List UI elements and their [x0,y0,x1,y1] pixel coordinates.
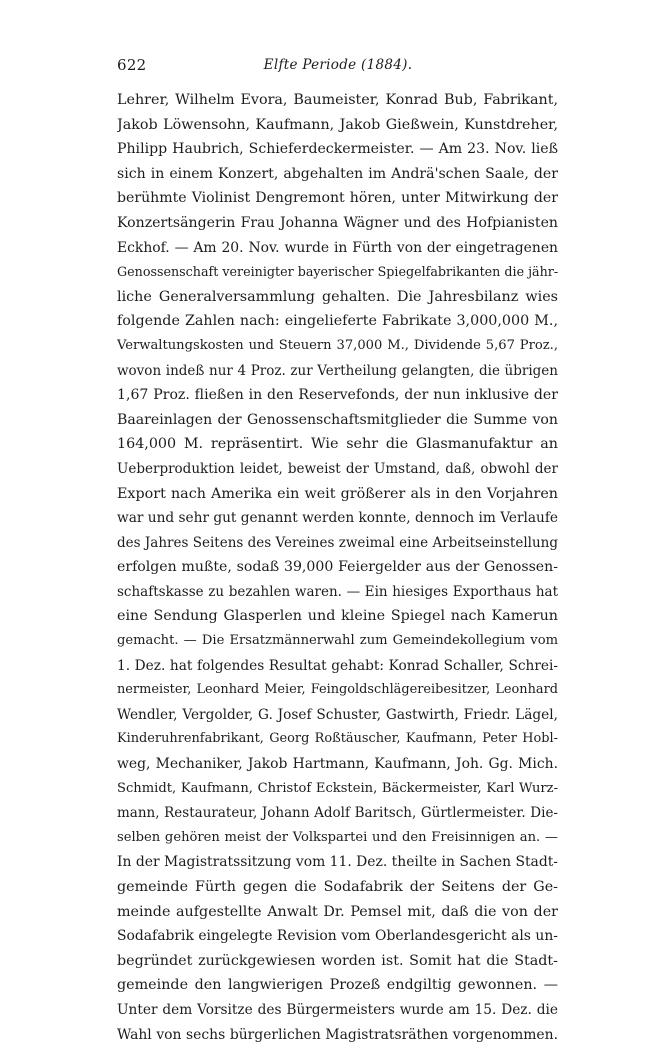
text-line: gemeinde Fürth gegen die Sodafabrik der Seitens der Ge- [117,879,558,895]
text-line: Schmidt, Kaufmann, Christof Eckstein, Bäckermeister, Karl Wurz- [117,780,558,796]
text-line: berühmte Violinist Dengremont hören, unter Mitwirkung der [117,190,558,207]
text-line: 164,000 M. repräsentirt. Wie sehr die Glasmanufaktur an [117,436,558,453]
text-line: Wahl von sechs bürgerlichen Magistratsräthen vorgenommen. [117,1026,558,1043]
text-line: Kinderuhrenfabrikant, Georg Roßtäuscher, Kaufmann, Peter Hobl- [117,731,558,747]
text-line: selben gehören meist der Volkspartei und den Freisinnigen an. — [117,829,558,845]
page-number: 622 [117,56,147,74]
text-line: nermeister, Leonhard Meier, Feingoldschlägereibesitzer, Leonhard [117,682,558,698]
text-line: 1. Dez. hat folgendes Resultat gehabt: Konrad Schaller, Schrei- [117,657,558,674]
text-line: erfolgen mußte, sodaß 39,000 Feiergelder aus der Genossen- [117,559,558,576]
page-header [117,56,559,78]
text-line: Ueberproduktion leidet, beweist der Umstand, daß, obwohl der [117,460,558,477]
text-line: Jakob Löwensohn, Kaufmann, Jakob Gießwein, Kunstdreher, [117,116,558,133]
text-line: Konzertsängerin Frau Johanna Wägner und des Hofpianisten [117,214,558,231]
text-line: 1,67 Proz. fließen in den Reservefonds, der nun inklusive der [117,387,558,404]
text-line: des Jahres Seitens des Vereines zweimal eine Arbeitseinstellung [117,534,558,551]
text-line: Baareinlagen der Genossenschaftsmitglieder die Summe von [117,411,558,428]
text-line: war und sehr gut genannt werden konnte, dennoch im Verlaufe [117,510,558,527]
text-line: Verwaltungskosten und Steuern 37,000 M., Dividende 5,67 Proz., [117,337,558,353]
text-line: gemeinde den langwierigen Prozeß endgiltig gewonnen. — [117,977,558,994]
text-line: gemacht. — Die Ersatzmännerwahl zum Gemeindekollegium vom [117,633,558,649]
text-line: Genossenschaft vereinigter bayerischer Spiegelfabrikanten die jähr- [117,264,558,280]
text-line: Wendler, Vergolder, G. Josef Schuster, Gastwirth, Friedr. Lägel, [117,706,558,723]
text-line: eine Sendung Glasperlen und kleine Spiegel nach Kamerun [117,608,558,625]
text-line: Lehrer, Wilhelm Evora, Baumeister, Konrad Bub, Fabrikant, [117,92,558,108]
text-line: In der Magistratssitzung vom 11. Dez. theilte in Sachen Stadt- [117,854,558,871]
text-line: Philipp Haubrich, Schieferdeckermeister. — Am 23. Nov. ließ [117,141,558,158]
text-line: liche Generalversammlung gehalten. Die Jahresbilanz wies [117,288,558,305]
running-title: Elfte Periode (1884). [263,57,413,73]
text-line: meinde aufgestellte Anwalt Dr. Pemsel mit, daß die von der [117,903,558,920]
text-line: Eckhof. — Am 20. Nov. wurde in Fürth von der eingetragenen [117,239,558,256]
text-line: begründet zurückgewiesen worden ist. Somit hat die Stadt- [117,952,558,969]
text-line: schaftskasse zu bezahlen waren. — Ein hiesiges Exporthaus hat [117,583,558,600]
text-line: Sodafabrik eingelegte Revision vom Oberlandesgericht als un- [117,928,558,945]
text-line: wovon indeß nur 4 Proz. zur Vertheilung gelangten, die übrigen [117,362,558,379]
text-line: Export nach Amerika ein weit größerer als in den Vorjahren [117,485,558,502]
text-line: Unter dem Vorsitze des Bürgermeisters wurde am 15. Dez. die [117,1001,558,1018]
text-line: mann, Restaurateur, Johann Adolf Baritsch, Gürtlermeister. Die- [117,805,558,822]
text-line: sich in einem Konzert, abgehalten im Andrä'schen Saale, der [117,165,558,182]
text-line: folgende Zahlen nach: eingelieferte Fabrikate 3,000,000 M., [117,313,558,330]
text-line: weg, Mechaniker, Jakob Hartmann, Kaufmann, Joh. Gg. Mich. [117,756,558,773]
body-text [117,88,558,1047]
